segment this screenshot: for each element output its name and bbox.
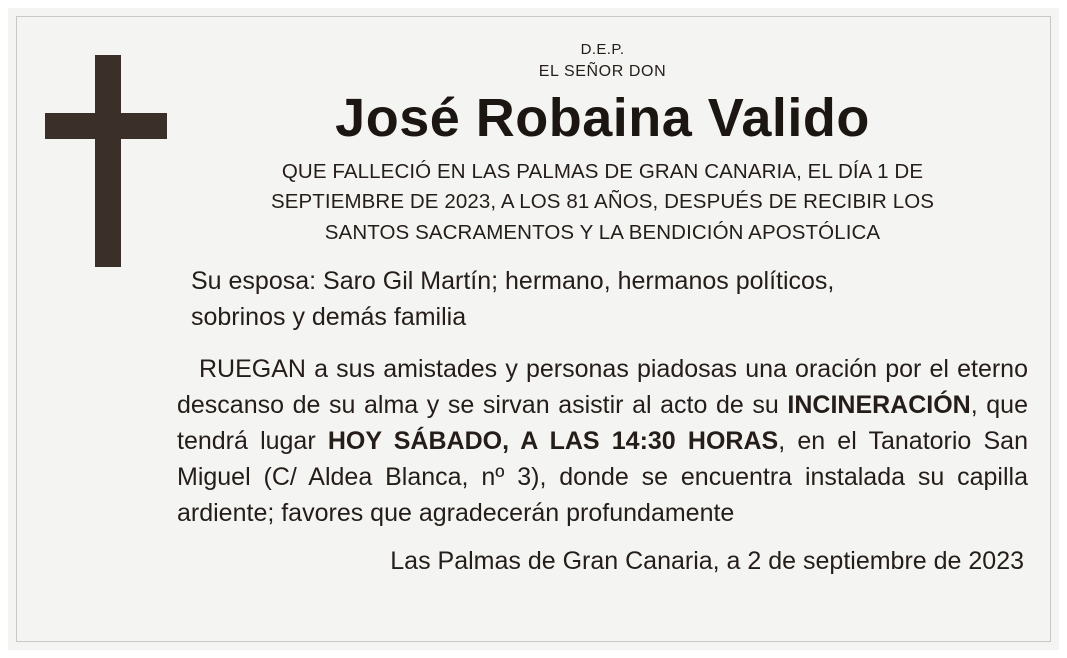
request-paragraph bbox=[177, 351, 1028, 531]
notice-content bbox=[177, 39, 1028, 578]
time-emphasis: HOY SÁBADO, A LAS 14:30 HORAS bbox=[327, 427, 779, 456]
death-line-2: SEPTIEMBRE DE 2023, A LOS 81 AÑOS, DESPUÉS DE RECIBIR LOS bbox=[270, 190, 935, 214]
cross-vertical-bar bbox=[95, 55, 121, 267]
honorific-label: EL SEÑOR DON bbox=[538, 62, 667, 80]
request-text-2: , que tendrá lugar bbox=[177, 391, 1028, 456]
death-line-1: QUE FALLECIÓ EN LAS PALMAS DE GRAN CANARIA, EL DÍA 1 DE bbox=[281, 160, 924, 184]
deceased-name: José Robaina Valido bbox=[335, 88, 870, 149]
place-and-date: Las Palmas de Gran Canaria, a 2 de septiembre de 2023 bbox=[390, 547, 1024, 576]
family-line-2: sobrinos y demás familia bbox=[191, 302, 467, 331]
cross-horizontal-bar bbox=[45, 113, 167, 139]
request-text-3: , en el Tanatorio San Miguel (C/ Aldea Blanca, nº 3), donde se encuentra instalada su capilla ardiente; favores que agradecerán profundamente bbox=[177, 427, 1028, 528]
dep-label: D.E.P. bbox=[580, 41, 625, 58]
death-line-3: SANTOS SACRAMENTOS Y LA BENDICIÓN APOSTÓLICA bbox=[324, 220, 881, 244]
request-text-1: RUEGAN a sus amistades y personas piadosas una oración por el eterno descanso de su alma y se sirvan asistir al acto de su bbox=[177, 355, 1028, 420]
incineration-emphasis: INCINERACIÓN bbox=[787, 391, 971, 420]
family-paragraph bbox=[177, 264, 1028, 335]
death-details bbox=[177, 157, 1028, 248]
cross-icon bbox=[45, 55, 167, 267]
family-line-1: Su esposa: Saro Gil Martín; hermano, hermanos políticos, bbox=[191, 267, 835, 296]
notice-card bbox=[16, 16, 1051, 642]
